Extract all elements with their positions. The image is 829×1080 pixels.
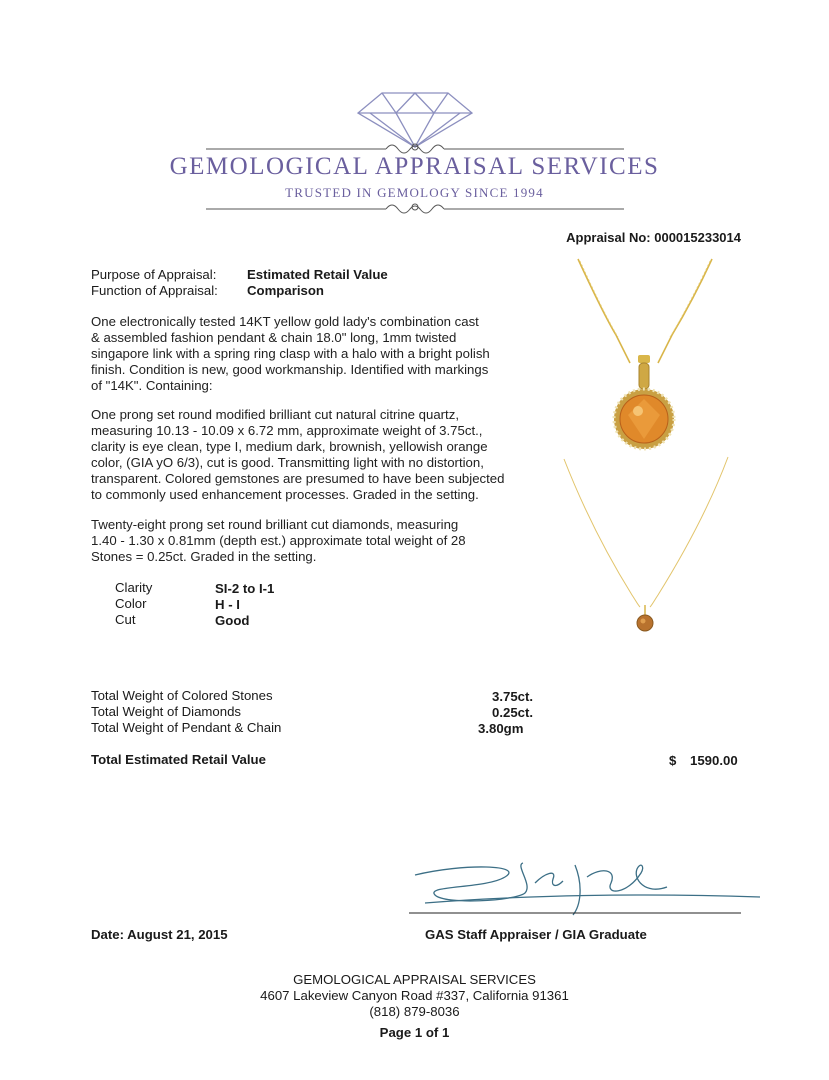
item-description (91, 314, 490, 394)
grading-value-clarity: SI-2 to I-1 (215, 581, 275, 596)
diamonds-line: Twenty-eight prong set round brilliant cut diamonds, measuring (91, 517, 459, 532)
grading-label-clarity: Clarity (115, 580, 153, 595)
company-tagline: TRUSTED IN GEMOLOGY SINCE 1994 (285, 185, 544, 200)
grading-label-cut: Cut (115, 612, 136, 627)
appraisal-number: Appraisal No: 000015233014 (566, 230, 741, 245)
total-diamonds-value: 0.25ct. (492, 705, 534, 720)
total-diamonds-label: Total Weight of Diamonds (91, 704, 242, 719)
description-line: & assembled fashion pendant & chain 18.0" long, 1mm twisted (91, 330, 457, 345)
function-value: Comparison (247, 283, 324, 298)
footer-company: GEMOLOGICAL APPRAISAL SERVICES (293, 972, 536, 987)
description-line: singapore link with a spring ring clasp with a halo with a bright polish (91, 346, 490, 361)
total-weight-value: 3.80gm (478, 721, 524, 736)
grading-label-color: Color (115, 596, 147, 611)
diamonds-line: 1.40 - 1.30 x 0.81mm (depth est.) approximate total weight of 28 (91, 533, 466, 548)
center-stone-line: color, (GIA yO 6/3), cut is good. Transmitting light with no distortion, (91, 455, 484, 470)
function-label: Function of Appraisal: (91, 283, 218, 298)
retail-value: 1590.00 (690, 753, 738, 768)
total-colored-value: 3.75ct. (492, 689, 534, 704)
description-line: One electronically tested 14KT yellow gold lady's combination cast (91, 314, 479, 329)
purpose-value: Estimated Retail Value (247, 267, 388, 282)
appraiser-signature (405, 855, 765, 925)
description-line: of "14K". Containing: (91, 378, 213, 393)
center-stone-line: One prong set round modified brilliant cut natural citrine quartz, (91, 407, 459, 422)
retail-value-label: Total Estimated Retail Value (91, 752, 266, 767)
footer-phone: (818) 879-8036 (369, 1004, 460, 1019)
retail-currency: $ (669, 753, 677, 768)
appraiser-title: GAS Staff Appraiser / GIA Graduate (425, 927, 647, 942)
description-line: finish. Condition is new, good workmanship. Identified with markings (91, 362, 489, 377)
grading-value-color: H - I (215, 597, 240, 612)
appraisal-date: Date: August 21, 2015 (91, 927, 228, 942)
diamonds-description (91, 517, 466, 565)
center-stone-description (91, 407, 504, 503)
grading-value-cut: Good (215, 613, 250, 628)
total-weight-label: Total Weight of Pendant & Chain (91, 720, 282, 735)
center-stone-line: clarity is eye clean, type I, medium dark, brownish, yellowish orange (91, 439, 488, 454)
pendant-closeup-photo (560, 255, 740, 455)
purpose-label: Purpose of Appraisal: (91, 267, 217, 282)
center-stone-line: transparent. Colored gemstones are presumed to have been subjected (91, 471, 505, 486)
company-title: GEMOLOGICAL APPRAISAL SERVICES (169, 153, 660, 180)
page-number: Page 1 of 1 (379, 1025, 450, 1040)
total-colored-label: Total Weight of Colored Stones (91, 688, 273, 703)
necklace-full-photo (560, 455, 740, 645)
center-stone-line: to commonly used enhancement processes. Graded in the setting. (91, 487, 479, 502)
footer-address: 4607 Lakeview Canyon Road #337, California 91361 (260, 988, 569, 1003)
diamonds-line: Stones = 0.25ct. Graded in the setting. (91, 549, 317, 564)
center-stone-line: measuring 10.13 - 10.09 x 6.72 mm, approximate weight of 3.75ct., (91, 423, 483, 438)
